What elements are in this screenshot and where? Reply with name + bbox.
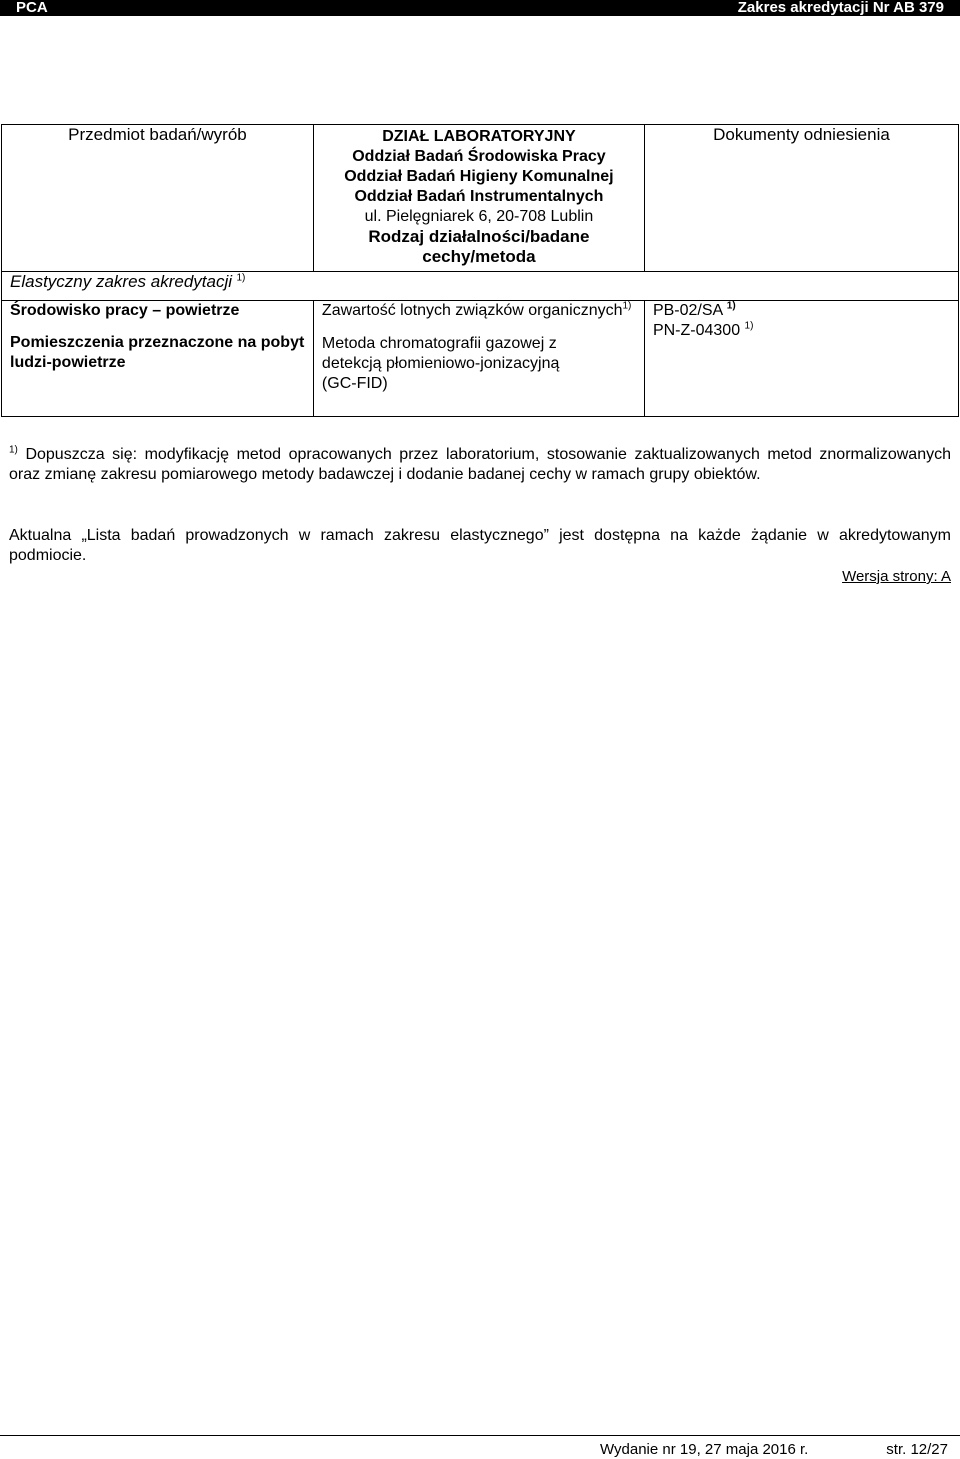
flexible-scope-sup: 1) — [236, 272, 246, 284]
header-bar — [0, 0, 960, 16]
documents-cell — [644, 301, 958, 417]
scope-table — [1, 124, 959, 417]
department-line2: Oddział Badań Środowiska Pracy — [352, 148, 606, 165]
footnote-marker: 1) — [9, 444, 18, 456]
document-1 — [653, 301, 950, 321]
method-analyte — [322, 301, 636, 321]
footer-page-number: str. 12/27 — [886, 1441, 948, 1458]
footnote — [9, 445, 951, 485]
document-2 — [653, 321, 950, 341]
col2-header: Rodzaj działalności/badane cechy/metoda — [368, 227, 590, 266]
col3-header: Dokumenty odniesienia — [713, 125, 890, 144]
page-version: Wersja strony: A — [842, 568, 951, 585]
document-2-text: PN-Z-04300 — [652, 322, 741, 339]
footer-edition: Wydanie nr 19, 27 maja 2016 r. — [600, 1441, 809, 1458]
footnote-text: Dopuszcza się: modyfikację metod opracowanych przez laboratorium, stosowanie zaktualizowanych metod znormalizowanych oraz zmianę zakresu pomiarowego metody badawczej i dodanie badanej cechy w ramach grupy obiektów. — [9, 446, 952, 483]
flexible-scope-label: Elastyczny zakres akredytacji — [10, 272, 233, 291]
method-cell — [313, 301, 644, 417]
col1-header: Przedmiot badań/wyrób — [68, 125, 247, 144]
document-2-sup: 1) — [744, 320, 754, 332]
col3-header-cell — [644, 125, 958, 272]
flexible-scope-note: Aktualna „Lista badań prowadzonych w ramach zakresu elastycznego” jest dostępna na każde żądanie w akredytowanym podmiocie. — [9, 527, 951, 564]
method-analyte-sup: 1) — [622, 300, 632, 312]
footer-divider — [0, 1435, 960, 1436]
document-1-text: PB-02/SA — [652, 302, 723, 319]
department-line4: Oddział Badań Instrumentalnych — [354, 188, 604, 205]
department-address: ul. Pielęgniarek 6, 20-708 Lublin — [364, 208, 594, 225]
flexible-scope-cell — [2, 272, 959, 301]
method-description: Metoda chromatografii gazowej z detekcją płomieniowo-jonizacyjną (GC-FID) — [321, 335, 560, 392]
department-line3: Oddział Badań Higieny Komunalnej — [344, 168, 614, 185]
method-analyte-text: Zawartość lotnych związków organicznych — [321, 302, 623, 319]
col2-header-cell — [313, 125, 644, 272]
department-line1: DZIAŁ LABORATORYJNY — [382, 128, 576, 145]
subject-cell — [2, 301, 314, 417]
department-block — [318, 125, 640, 227]
header-right: Zakres akredytacji Nr AB 379 — [737, 0, 944, 16]
header-left: PCA — [16, 0, 48, 16]
document-1-sup: 1) — [726, 300, 736, 312]
subject-rooms: Pomieszczenia przeznaczone na pobyt ludzi-powietrze — [10, 334, 305, 371]
subject-main: Środowisko pracy – powietrze — [10, 302, 240, 319]
col1-header-cell — [2, 125, 314, 272]
